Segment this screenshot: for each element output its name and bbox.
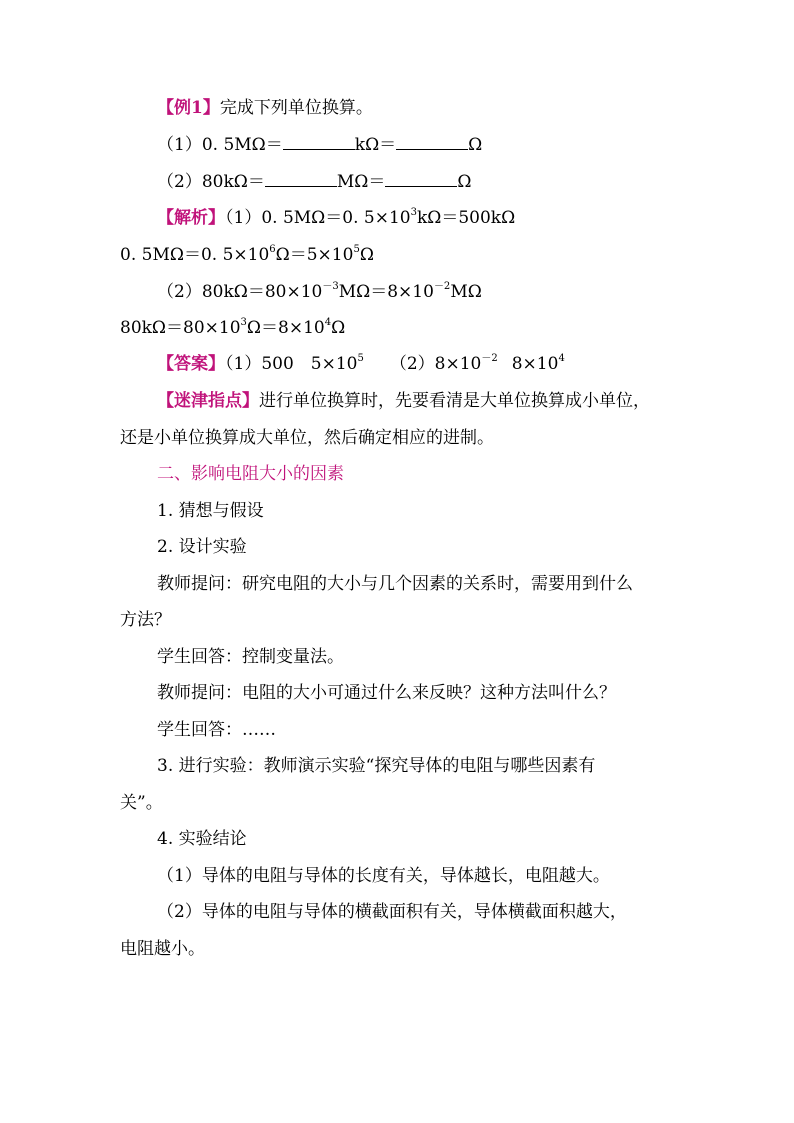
answer-a2-sup: －2 — [481, 353, 498, 365]
analysis-l4-sup1: 3 — [240, 317, 247, 329]
analysis-l2-sup2: 5 — [353, 244, 360, 256]
analysis-l1-sup: 3 — [410, 207, 417, 219]
analysis-line-1 — [157, 206, 515, 230]
step-1: 1. 猜想与假设 — [157, 501, 264, 521]
example-tag: 【例1】 — [157, 98, 220, 118]
tip-line-2: 还是小单位换算成大单位，然后确定相应的进制。 — [120, 428, 494, 448]
analysis-l4-b: Ω＝8×10 — [246, 318, 325, 338]
analysis-l3-a: （2）80kΩ＝80×10 — [157, 282, 323, 302]
student-answer-1: 学生回答：控制变量法。 — [157, 647, 344, 667]
tip-tag: 【迷津指点】 — [157, 391, 259, 411]
analysis-l4-c: Ω — [331, 318, 346, 338]
analysis-l1-b: kΩ＝500kΩ — [416, 208, 516, 228]
analysis-l3-sup1: －3 — [322, 281, 339, 293]
analysis-l4-sup2: 4 — [324, 317, 332, 329]
answer-a1-sup: 5 — [357, 353, 364, 365]
conclusion-2-line-2: 电阻越小。 — [120, 939, 205, 959]
analysis-l3-sup2: －2 — [433, 281, 451, 293]
step-4: 4. 实验结论 — [157, 829, 247, 849]
q2-end: Ω — [457, 172, 472, 192]
q1-label: （1）0. 5MΩ＝ — [157, 135, 283, 155]
answer-a2: （2）8×10 — [389, 354, 482, 374]
step-3-line-2: 关”。 — [120, 793, 163, 813]
answer-tag: 【答案】 — [157, 354, 225, 374]
analysis-l4-a: 80kΩ＝80×10 — [120, 318, 241, 338]
teacher-question-1-line-1: 教师提问：研究电阻的大小与几个因素的关系时，需要用到什么 — [157, 574, 633, 594]
q2-blank-2 — [385, 170, 457, 187]
example-line — [157, 96, 373, 120]
analysis-line-4 — [120, 316, 345, 340]
conclusion-1: （1）导体的电阻与导体的长度有关，导体越长，电阻越大。 — [157, 866, 610, 886]
q1-blank-1 — [283, 133, 355, 150]
conclusion-2-line-1: （2）导体的电阻与导体的横截面积有关，导体横截面积越大， — [157, 902, 627, 922]
answer-a3: 8×10 — [511, 354, 559, 374]
q2-label: （2）80kΩ＝ — [157, 172, 265, 192]
tip-text-1: 进行单位换算时，先要看清是大单位换算成小单位， — [259, 391, 650, 411]
analysis-l2-b: Ω＝5×10 — [275, 245, 354, 265]
analysis-l3-b: MΩ＝8×10 — [338, 282, 434, 302]
q2-mid: MΩ＝ — [336, 172, 386, 192]
section-heading: 二、影响电阻大小的因素 — [157, 464, 344, 484]
analysis-line-2 — [120, 243, 374, 267]
tip-line-1 — [157, 389, 650, 413]
q2-blank-1 — [265, 170, 337, 187]
example-question: 完成下列单位换算。 — [219, 98, 373, 118]
q1-mid: kΩ＝ — [354, 135, 397, 155]
answer-line — [157, 352, 565, 376]
question-2 — [157, 170, 471, 194]
analysis-line-3 — [157, 280, 482, 304]
analysis-l1-a: （1）0. 5MΩ＝0. 5×10 — [225, 208, 411, 228]
step-2: 2. 设计实验 — [157, 537, 247, 557]
student-answer-2: 学生回答：…… — [157, 720, 276, 740]
analysis-l2-c: Ω — [359, 245, 374, 265]
q1-blank-2 — [396, 133, 468, 150]
step-3-line-1: 3. 进行实验：教师演示实验“探究导体的电阻与哪些因素有 — [157, 756, 596, 776]
teacher-question-1-line-2: 方法？ — [120, 610, 171, 630]
teacher-question-2: 教师提问：电阻的大小可通过什么来反映？这种方法叫什么？ — [157, 683, 616, 703]
analysis-l3-c: MΩ — [450, 282, 482, 302]
answer-a1: （1）500 5×10 — [225, 354, 358, 374]
analysis-l2-a: 0. 5MΩ＝0. 5×10 — [120, 245, 270, 265]
question-1 — [157, 133, 482, 157]
answer-a3-sup: 4 — [558, 353, 565, 365]
q1-end: Ω — [468, 135, 483, 155]
analysis-l2-sup1: 6 — [269, 244, 276, 256]
analysis-tag: 【解析】 — [157, 208, 225, 228]
